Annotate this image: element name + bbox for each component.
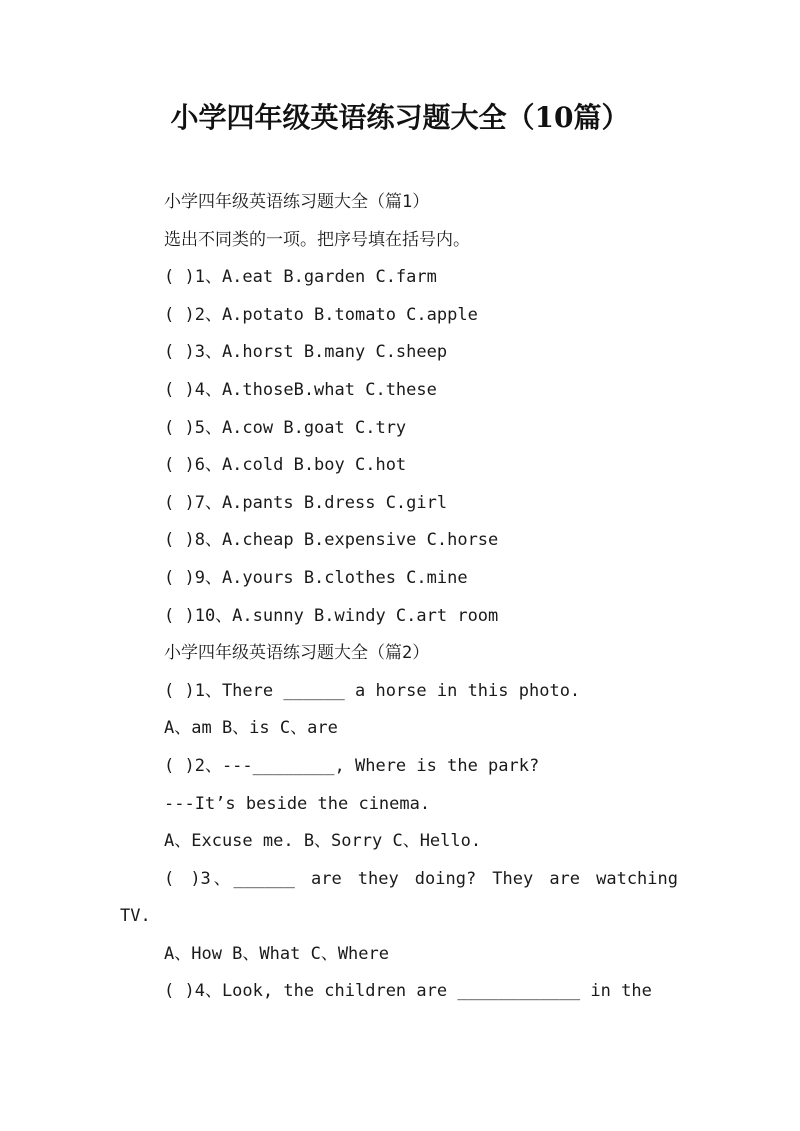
question-item: ( )1、A.eat B.garden C.farm	[164, 267, 437, 288]
question-item: ( )2、---________, Where is the park?	[164, 755, 540, 776]
question-item: ( )3、A.horst B.many C.sheep	[164, 342, 448, 363]
answer-options: A、am B、is C、are	[164, 718, 338, 739]
question-item: ( )9、A.yours B.clothes C.mine	[164, 567, 468, 588]
question-item: ( )5、A.cow B.goat C.try	[164, 417, 407, 438]
answer-options: A、How B、What C、Where	[164, 943, 389, 964]
answer-options: A、Excuse me. B、Sorry C、Hello.	[164, 831, 482, 852]
document-body	[120, 184, 678, 1011]
instruction-text: 选出不同类的一项。把序号填在括号内。	[164, 229, 470, 250]
question-item: ( )2、A.potato B.tomato C.apple	[164, 304, 478, 325]
section-heading-2: 小学四年级英语练习题大全（篇2）	[164, 643, 430, 664]
question-item: ( )6、A.cold B.boy C.hot	[164, 455, 407, 476]
question-item: ( )4、A.thoseB.what C.these	[164, 379, 437, 400]
question-item: ( )4、Look, the children are ____________ in the	[164, 981, 652, 1002]
question-item: ( )7、A.pants B.dress C.girl	[164, 492, 448, 513]
dialogue-line: ---It’s beside the cinema.	[164, 793, 431, 814]
section-heading-1: 小学四年级英语练习题大全（篇1）	[164, 192, 430, 212]
page-title: 小学四年级英语练习题大全（10篇）	[170, 101, 630, 134]
question-item: ( )10、A.sunny B.windy C.art room	[164, 605, 499, 626]
question-item: ( )8、A.cheap B.expensive C.horse	[164, 530, 499, 551]
question-item: ( )1、There ______ a horse in this photo.	[164, 680, 581, 701]
question-item: ( )3、______ are they doing? They are watching TV.	[120, 868, 678, 927]
